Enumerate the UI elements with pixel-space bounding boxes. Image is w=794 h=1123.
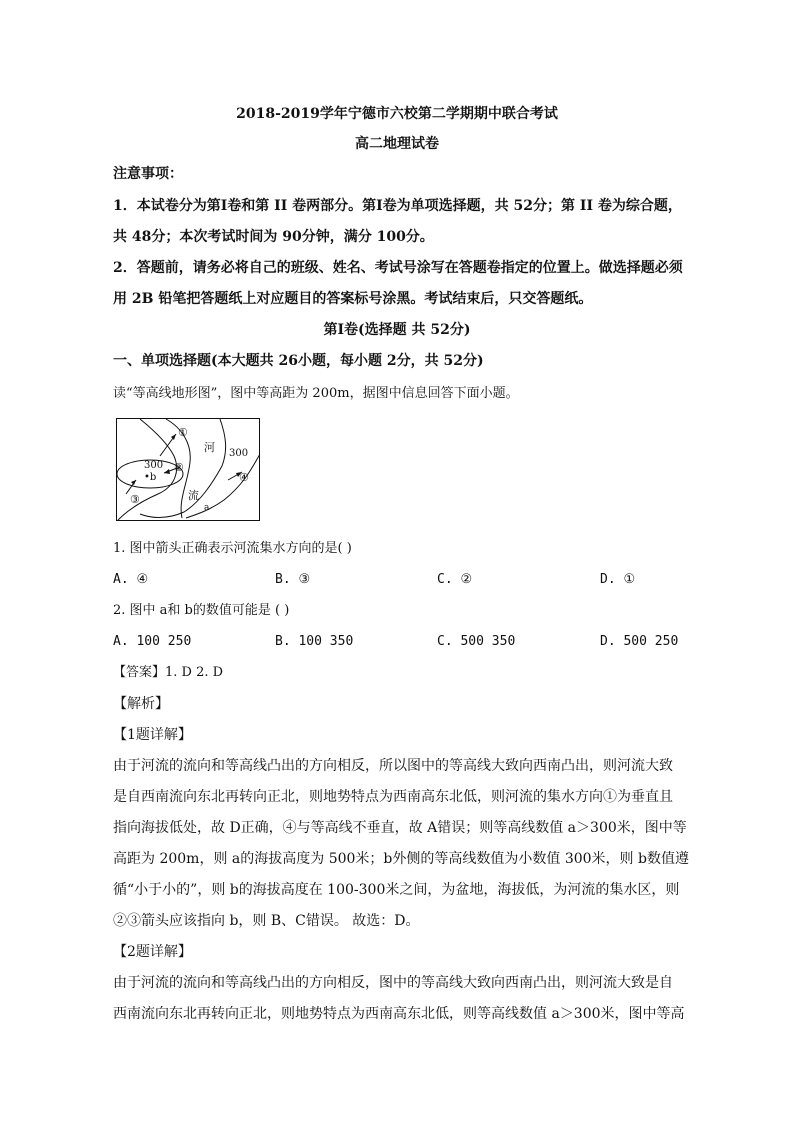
label-300-left: 300 (144, 460, 164, 471)
notice-item-2-line-2: 用 2B 铅笔把答题纸上对应题目的答案标号涂黑。考试结束后，只交答题纸。 (113, 291, 593, 307)
q1-detail-line: 高距为 200m，则 a的海拔高度为 500米；b外侧的等高线数值为小数值 300米，则 b数值遵 (113, 851, 689, 867)
section-heading: 一、单项选择题(本大题共 26小题，每小题 2分，共 52分) (113, 353, 484, 369)
question-2-option-b: B. 100 350 (275, 634, 354, 649)
section-title: 第Ⅰ卷(选择题 共 52分) (323, 322, 471, 338)
q1-detail-heading: 【1题详解】 (113, 727, 192, 743)
notice-item-1-line-1: 1．本试卷分为第Ⅰ卷和第 II 卷两部分。第Ⅰ卷为单项选择题，共 52分；第 II 卷为综合题， (113, 198, 682, 214)
marker-2: ② (174, 461, 184, 474)
question-1-option-c: C. ② (437, 572, 473, 587)
marker-4: ④ (239, 471, 249, 484)
analysis-heading: 【解析】 (113, 696, 169, 712)
q2-detail-line: 由于河流的流向和等高线凸出的方向相反，图中的等高线大致向西南凸出，则河流大致是自 (113, 975, 673, 991)
question-1-option-a: A. ④ (113, 572, 149, 587)
question-2-option-c: C. 500 350 (437, 634, 516, 649)
q1-detail-line: 由于河流的流向和等高线凸出的方向相反，所以图中的等高线大致向西南凸出，则河流大致 (113, 758, 673, 774)
question-intro: 读“等高线地形图”，图中等高距为 200m，据图中信息回答下面小题。 (113, 386, 519, 401)
answer-line: 【答案】1. D 2. D (113, 665, 224, 680)
q1-detail-line: 是自西南流向东北再转向正北，则地势特点为西南高东北低，则河流的集水方向①为垂直且 (113, 789, 673, 805)
notice-item-2-line-1: 2．答题前，请务必将自己的班级、姓名、考试号涂写在答题卷指定的位置上。做选择题必须 (113, 260, 683, 276)
contour-map (116, 418, 260, 521)
question-1-option-b: B. ③ (275, 572, 311, 587)
question-2-stem: 2. 图中 a和 b的数值可能是 ( ) (113, 603, 290, 618)
label-300-right: 300 (229, 448, 249, 459)
question-1-option-d: D. ① (600, 572, 636, 587)
q2-detail-line: 西南流向东北再转向正北，则地势特点为西南高东北低，则等高线数值 a＞300米，图中等高 (113, 1006, 685, 1022)
label-a: a (204, 503, 210, 513)
q2-detail-heading: 【2题详解】 (113, 944, 192, 960)
marker-3: ③ (130, 493, 140, 506)
notice-heading: 注意事项： (113, 166, 183, 182)
label-river-liu: 流 (188, 489, 199, 502)
label-river-he: 河 (204, 441, 215, 454)
question-2-option-a: A. 100 250 (113, 634, 192, 649)
question-1-stem: 1. 图中箭头正确表示河流集水方向的是( ) (113, 541, 352, 556)
exam-title: 2018-2019学年宁德市六校第二学期期中联合考试 (236, 106, 558, 122)
question-2-option-d: D. 500 250 (600, 634, 679, 649)
label-b: •b (144, 472, 157, 483)
marker-1: ① (178, 426, 188, 439)
q1-detail-line: ②③箭头应该指向 b，则 B、C错误。 故选：D。 (113, 913, 420, 929)
arrow-3-head (131, 480, 136, 485)
arrow-2-head (164, 469, 170, 474)
exam-subtitle: 高二地理试卷 (355, 136, 439, 152)
notice-item-1-line-2: 共 48分；本次考试时间为 90分钟，满分 100分。 (113, 229, 434, 245)
q1-detail-line: 循“小于小的”，则 b的海拔高度在 100-300米之间，为盆地，海拔低，为河流的集水区，则 (113, 882, 680, 898)
q1-detail-line: 指向海拔低处，故 D正确，④与等高线不垂直，故 A错误；则等高线数值 a＞300米，图中等 (113, 820, 687, 836)
